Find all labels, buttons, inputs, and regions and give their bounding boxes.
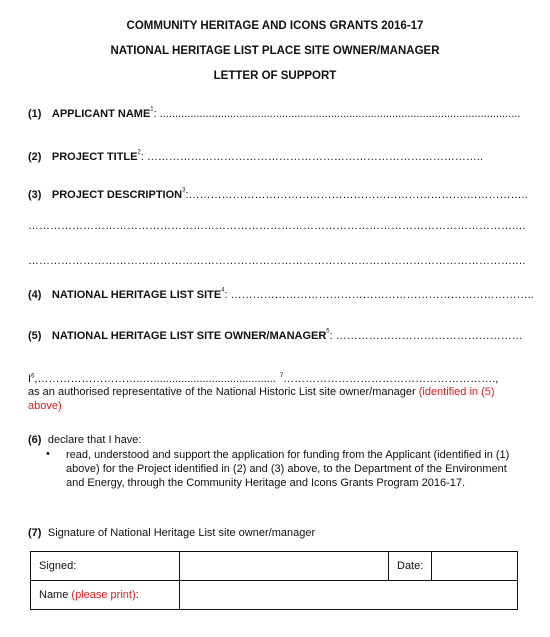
- fill-line: : ………………………………………………………………………………..: [140, 151, 484, 163]
- signature-table: [30, 551, 518, 610]
- field-label: NATIONAL HERITAGE LIST SITE OWNER/MANAGER: [51, 330, 327, 342]
- description-line-2[interactable]: …………………………………………………………………………………………………………………….…: [28, 255, 527, 267]
- field-label: PROJECT TITLE: [51, 151, 138, 163]
- field-applicant-name[interactable]: [28, 104, 520, 122]
- name-instruction: (please print): [71, 589, 136, 601]
- statement-reference: (identified in (5) above): [28, 386, 495, 412]
- field-project-title[interactable]: [28, 147, 483, 165]
- date-label: Date:: [389, 552, 432, 581]
- field-number: (6): [28, 434, 42, 446]
- field-number: (3): [28, 189, 42, 201]
- name-colon: :: [135, 589, 139, 601]
- fill-line: : ……………………………………………: [329, 330, 523, 342]
- footnote-mark: 4: [221, 287, 225, 294]
- field-project-description[interactable]: [28, 185, 528, 203]
- date-field[interactable]: [432, 552, 518, 581]
- signature-row: [31, 552, 518, 581]
- representative-statement: [28, 385, 523, 413]
- fill-line: ,………………………..…........................................: [34, 373, 276, 385]
- signed-field[interactable]: [180, 552, 389, 581]
- statement-text: as an authorised representative of the National Historic List site owner/manager: [28, 386, 416, 398]
- description-line-1[interactable]: …………………………………………………………………………………………………………………….…: [28, 220, 527, 232]
- field-label: PROJECT DESCRIPTION: [51, 189, 183, 201]
- name-field[interactable]: [180, 581, 518, 610]
- declaration-bullet: read, understood and support the application for funding from the Applicant (identified in (1) above) for the Project identified in (2) and (3) above, to the Department of the Environment and Energy, through the Community Heritage and Icons Grants Program 2016-17.: [66, 449, 510, 489]
- field-number: (2): [28, 151, 42, 163]
- fill-line: :………………………………………………………………….……………..: [185, 189, 528, 201]
- header-line-3: LETTER OF SUPPORT: [213, 70, 337, 82]
- signature-heading: [28, 523, 315, 541]
- bullet-dot: •: [46, 448, 50, 460]
- field-number: (7): [28, 527, 42, 539]
- pronoun-i: I: [28, 373, 32, 385]
- footnote-mark: 3: [182, 187, 186, 194]
- field-site-owner-manager[interactable]: [28, 326, 523, 344]
- name-label: Name: [39, 589, 69, 601]
- field-label: NATIONAL HERITAGE LIST SITE: [51, 289, 222, 301]
- declaration-text: declare that I have:: [47, 434, 142, 446]
- footnote-mark: 1: [150, 106, 154, 113]
- field-number: (4): [28, 289, 42, 301]
- field-label: APPLICANT NAME: [51, 108, 151, 120]
- fill-line: ………………………………………………….,: [283, 373, 499, 385]
- signature-heading-text: Signature of National Heritage List site owner/manager: [47, 527, 316, 539]
- field-heritage-list-site[interactable]: [28, 285, 534, 303]
- name-row: [31, 581, 518, 610]
- header-line-2: NATIONAL HERITAGE LIST PLACE SITE OWNER/MANAGER: [110, 45, 440, 57]
- header-line-1: COMMUNITY HERITAGE AND ICONS GRANTS 2016-17: [126, 20, 424, 32]
- footnote-mark: 5: [326, 328, 330, 335]
- representative-name-line[interactable]: [28, 373, 498, 385]
- field-number: (5): [28, 330, 42, 342]
- footnote-mark: 7: [279, 373, 284, 380]
- name-label-cell: [31, 581, 180, 610]
- fill-line: : ......................................................................................................................: [153, 108, 521, 120]
- footnote-mark: 2: [137, 149, 141, 156]
- fill-line: : ………………………………………………………………………..: [224, 289, 534, 301]
- signed-label: Signed:: [31, 552, 180, 581]
- declaration-heading: [28, 430, 141, 448]
- field-number: (1): [28, 108, 42, 120]
- footnote-mark: 6: [31, 373, 35, 380]
